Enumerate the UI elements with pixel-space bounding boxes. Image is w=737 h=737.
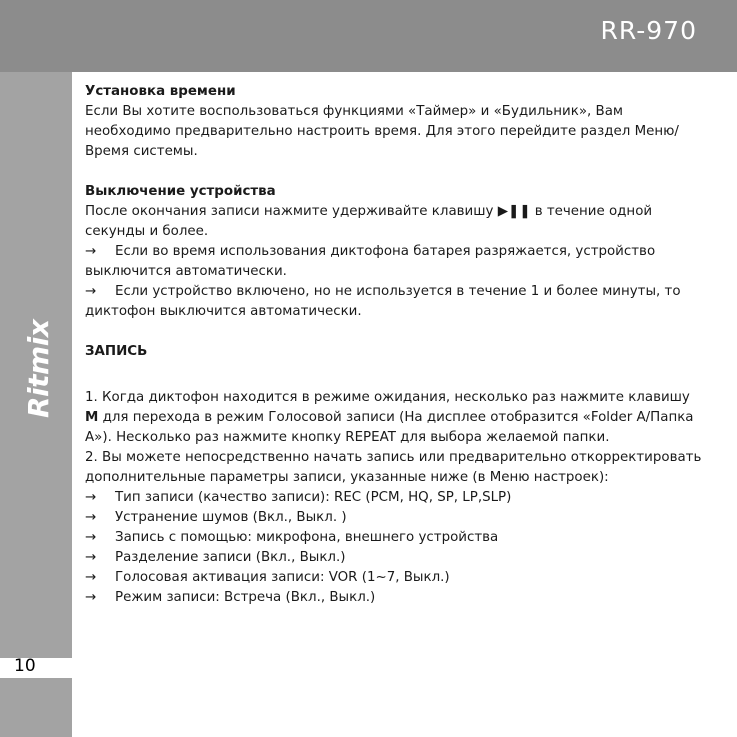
note-item [85, 242, 705, 282]
header-bar [0, 0, 737, 72]
section-title-record: ЗАПИСЬ [85, 344, 148, 359]
page-content [85, 82, 705, 608]
section-title-time: Установка времени [85, 84, 236, 99]
sidebar-bottom [0, 678, 72, 737]
arrow-icon: → [85, 530, 97, 545]
option-item [85, 488, 705, 508]
section-title-poweroff: Выключение устройства [85, 184, 276, 199]
arrow-icon: → [85, 570, 97, 585]
arrow-icon: → [85, 284, 97, 299]
option-item [85, 528, 705, 548]
arrow-icon: → [85, 590, 97, 605]
model-name: RR-970 [600, 16, 697, 45]
poweroff-text-after: в течение одной секунды и более. [85, 204, 653, 239]
bottom-strip [72, 678, 737, 737]
play-pause-icon: ▶❚❚ [497, 204, 531, 219]
note-text: Если устройство включено, но не используется в течение 1 и более минуты, то диктофон выключится автоматически. [85, 284, 681, 319]
option-text: Режим записи: Встреча (Вкл., Выкл.) [115, 590, 376, 605]
step1-after: для перехода в режим Голосовой записи (На дисплее отобразится «Folder A/Папка A»). Несколько раз нажмите кнопку REPEAT для выбора желаемой папки. [85, 410, 694, 445]
step1-before: 1. Когда диктофон находится в режиме ожидания, несколько раз нажмите клавишу [85, 390, 690, 405]
option-item [85, 568, 705, 588]
option-text: Тип записи (качество записи): REC (PCM, HQ, SP, LP,SLP) [115, 490, 512, 505]
arrow-icon: → [85, 510, 97, 525]
arrow-icon: → [85, 244, 97, 259]
record-step-2: 2. Вы можете непосредственно начать запись или предварительно откорректировать дополнительные параметры записи, указанные ниже (в Меню настроек): [85, 450, 702, 485]
section-text-time: Если Вы хотите воспользоваться функциями «Таймер» и «Будильник», Вам необходимо предварительно настроить время. Для этого перейдите раздел Меню/ Время системы. [85, 104, 679, 159]
option-text: Запись с помощью: микрофона, внешнего устройства [115, 530, 499, 545]
page-number: 10 [14, 656, 36, 676]
note-text: Если во время использования диктофона батарея разряжается, устройство выключится автоматически. [85, 244, 656, 279]
poweroff-text-before: После окончания записи нажмите удерживайте клавишу [85, 204, 498, 219]
m-key-icon: M [85, 410, 99, 425]
option-text: Устранение шумов (Вкл., Выкл. ) [115, 510, 347, 525]
option-text: Разделение записи (Вкл., Выкл.) [115, 550, 346, 565]
poweroff-text [85, 202, 705, 242]
arrow-icon: → [85, 550, 97, 565]
option-item [85, 548, 705, 568]
option-item [85, 588, 705, 608]
page-number-box [0, 658, 72, 678]
note-item [85, 282, 705, 322]
brand-logo: Ritmix [22, 319, 55, 418]
arrow-icon: → [85, 490, 97, 505]
option-text: Голосовая активация записи: VOR (1~7, Выкл.) [115, 570, 450, 585]
option-item [85, 508, 705, 528]
record-step-1 [85, 388, 705, 448]
